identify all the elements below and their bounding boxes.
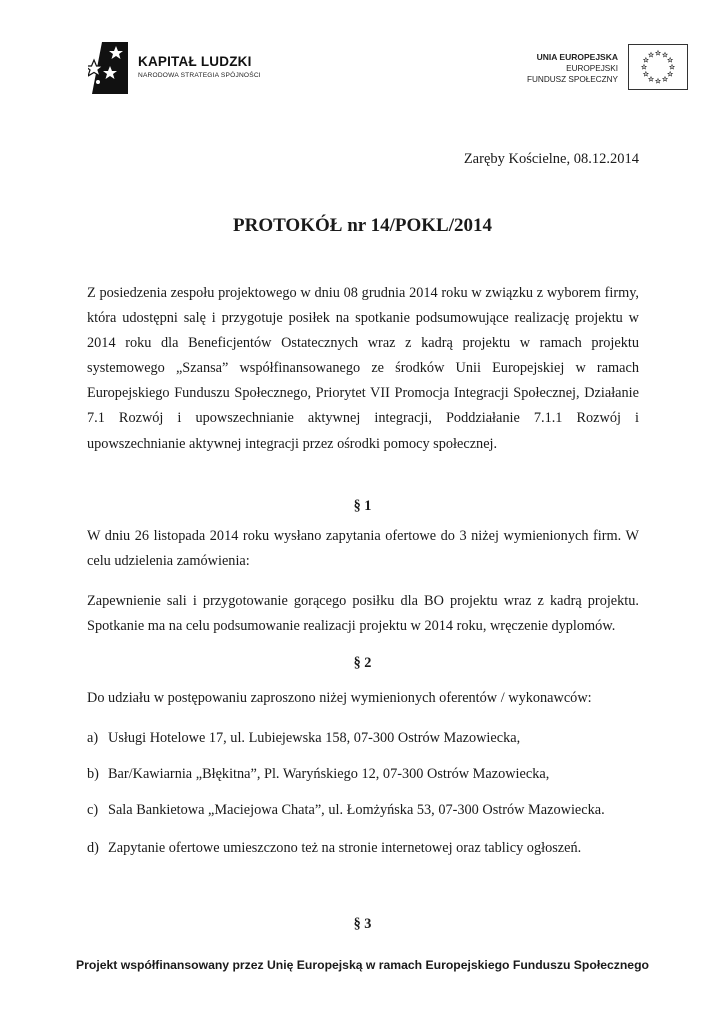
- eu-logo-line3: FUNDUSZ SPOŁECZNY: [527, 75, 618, 84]
- intro-paragraph: Z posiedzenia zespołu projektowego w dniu 08 grudnia 2014 roku w związku z wyborem firmy, która udostępni salę i przygotuje posiłek na spotkanie podsumowujące realizację projektu w 2014 roku dla Beneficjentów Ostatecznych wraz z kadrą projektu w ramach projektu systemowego „Szansa” współfinansowanego ze środków Unii Europejskiej w ramach Europejskiego Funduszu Społecznego, Priorytet VII Promocja Integracji Społecznej, Działanie 7.1 Rozwój i upowszechnianie aktywnej integracji, Poddziałanie 7.1.1 Rozwój i upowszechnianie aktywnej integracji przez ośrodki pomocy społecznej.: [87, 285, 639, 452]
- section-2-mark: § 2: [353, 655, 372, 671]
- eu-star-icon: [656, 79, 661, 83]
- document-title: PROTOKÓŁ nr 14/POKL/2014: [233, 215, 492, 236]
- eu-star-icon: [649, 77, 654, 81]
- kapital-ludzki-subtitle: NARODOWA STRATEGIA SPÓJNOŚCI: [138, 72, 261, 79]
- eu-star-icon: [668, 72, 673, 76]
- kapital-ludzki-logo: [88, 40, 288, 96]
- eu-star-icon: [663, 77, 668, 81]
- section-3-mark: § 3: [353, 916, 372, 932]
- eu-flag-icon: [628, 44, 688, 90]
- eu-star-icon: [644, 72, 649, 76]
- eu-logo: [518, 44, 688, 92]
- eu-star-icon: [644, 58, 649, 62]
- place-date: Zaręby Kościelne, 08.12.2014: [463, 151, 639, 167]
- list-item-text: Bar/Kawiarnia „Błękitna”, Pl. Waryńskiego 12, 07-300 Ostrów Mazowiecka,: [108, 766, 550, 782]
- eu-logo-text: [527, 52, 618, 85]
- section-2-intro: Do udziału w postępowaniu zaproszono niżej wymienionych oferentów / wykonawców:: [87, 690, 592, 706]
- eu-star-icon: [668, 58, 673, 62]
- list-item-label: c): [87, 802, 99, 818]
- kapital-ludzki-logo-icon: [88, 40, 132, 96]
- list-item-text: Sala Bankietowa „Maciejowa Chata”, ul. Łomżyńska 53, 07-300 Ostrów Mazowiecka.: [108, 802, 605, 818]
- kapital-ludzki-title: KAPITAŁ LUDZKI: [138, 54, 252, 69]
- list-item-text: Zapytanie ofertowe umieszczono też na stronie internetowej oraz tablicy ogłoszeń.: [108, 840, 582, 856]
- list-item: [87, 840, 647, 857]
- list-item-label: b): [87, 766, 99, 782]
- list-item-label: a): [87, 730, 99, 746]
- eu-star-icon: [642, 65, 647, 69]
- section-1-mark: § 1: [353, 498, 372, 514]
- eu-logo-line2: EUROPEJSKI: [566, 64, 618, 73]
- eu-logo-line1: UNIA EUROPEJSKA: [536, 52, 618, 62]
- list-item: [87, 766, 647, 783]
- eu-star-icon: [656, 51, 661, 55]
- list-item-label: d): [87, 840, 99, 856]
- list-item: [87, 802, 647, 819]
- eu-star-icon: [670, 65, 675, 69]
- eu-star-icon: [649, 52, 654, 56]
- list-item: [87, 730, 647, 747]
- list-item-text: Usługi Hotelowe 17, ul. Lubiejewska 158, 07-300 Ostrów Mazowiecka,: [108, 730, 521, 746]
- eu-star-icon: [663, 52, 668, 56]
- footer-text: Projekt współfinansowany przez Unię Europejską w ramach Europejskiego Funduszu Społecznego: [76, 958, 649, 972]
- section-1-paragraph-2: Zapewnienie sali i przygotowanie gorącego posiłku dla BO projektu wraz z kadrą projektu. Spotkanie ma na celu podsumowanie realizacji projektu w 2014 roku, wręczenie dyplomów.: [87, 593, 639, 635]
- section-1-paragraph-1: W dniu 26 listopada 2014 roku wysłano zapytania ofertowe do 3 niżej wymienionych firm. W celu udzielenia zamówienia:: [87, 528, 639, 570]
